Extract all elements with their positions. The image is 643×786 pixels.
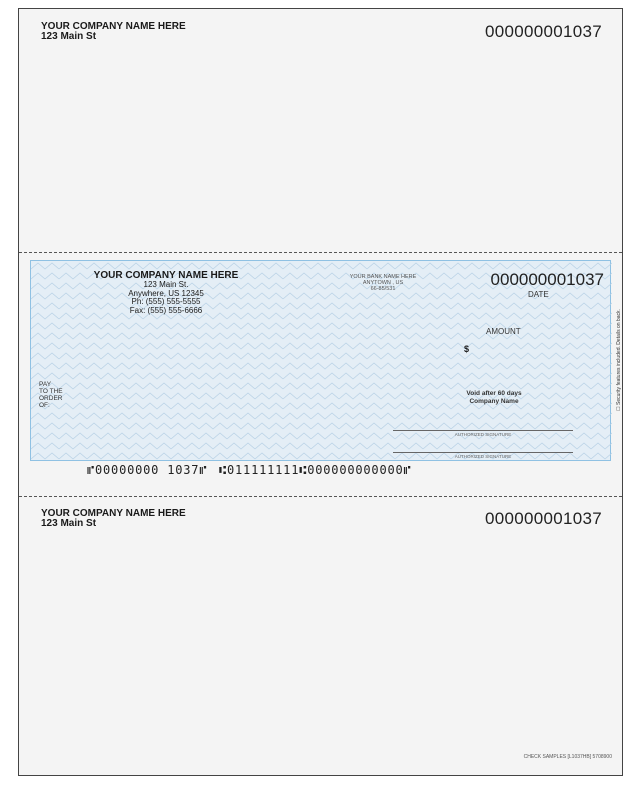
perforation-line-top xyxy=(19,252,622,253)
bottom-stub-address: 123 Main St xyxy=(41,518,97,529)
check-page xyxy=(18,8,623,776)
product-code: CHECK SAMPLES [L1037HB] 5708900 xyxy=(523,754,612,760)
payer-company-name: YOUR COMPANY NAME HERE xyxy=(93,270,239,281)
bank-city: ANYTOWN , US xyxy=(362,280,404,286)
pay-to-label xyxy=(39,381,63,409)
void-after-text: Void after 60 days xyxy=(466,390,522,397)
pay-label-line: PAY xyxy=(39,381,52,388)
payer-address-line: Anywhere, US 12345 xyxy=(128,288,204,298)
pay-label-line: ORDER xyxy=(39,395,63,402)
pay-label-line: TO THE xyxy=(39,388,63,395)
amount-label: AMOUNT xyxy=(486,327,521,336)
top-stub-check-number: 000000001037 xyxy=(484,22,602,41)
check-body xyxy=(30,260,623,461)
bottom-stub-company xyxy=(41,509,186,529)
signature-label-2: AUTHORIZED SIGNATURE xyxy=(454,454,512,459)
top-stub-company-name: YOUR COMPANY NAME HERE xyxy=(41,21,186,32)
payer-address-line: 123 Main St. xyxy=(143,280,189,289)
check-number: 000000001037 xyxy=(490,270,604,289)
pay-label-line: OF: xyxy=(39,402,50,409)
security-features-note xyxy=(616,309,622,411)
dollar-sign: $ xyxy=(464,344,470,354)
security-note-text: Security features included. Details on back. xyxy=(616,309,623,406)
signature-line-2 xyxy=(393,452,573,453)
bank-fraction: 66-85/531 xyxy=(370,286,396,292)
signature-label-1: AUTHORIZED SIGNATURE xyxy=(454,432,512,437)
bank-block xyxy=(331,274,435,292)
lock-icon: ☐ xyxy=(616,406,623,411)
top-stub-address: 123 Main St xyxy=(41,31,97,42)
payer-name-signature: Company Name xyxy=(469,397,519,405)
bottom-stub-check-number: 000000001037 xyxy=(484,509,602,528)
bottom-stub-company-name: YOUR COMPANY NAME HERE xyxy=(41,508,186,519)
micr-routing-account: ⑆011111111⑆000000000000⑈ xyxy=(219,463,412,477)
signature-line-1 xyxy=(393,430,573,431)
date-label: DATE xyxy=(528,290,549,299)
payer-block xyxy=(93,270,239,315)
top-stub-company xyxy=(41,22,186,42)
perforation-line-bottom xyxy=(19,496,622,497)
payer-phone: Ph: (555) 555-5555 xyxy=(131,297,201,306)
micr-check-number: ⑈00000000 1037⑈ xyxy=(87,463,208,477)
void-notice xyxy=(434,390,554,405)
payer-fax: Fax: (555) 555-6666 xyxy=(129,305,203,315)
bank-name: YOUR BANK NAME HERE xyxy=(349,274,417,280)
